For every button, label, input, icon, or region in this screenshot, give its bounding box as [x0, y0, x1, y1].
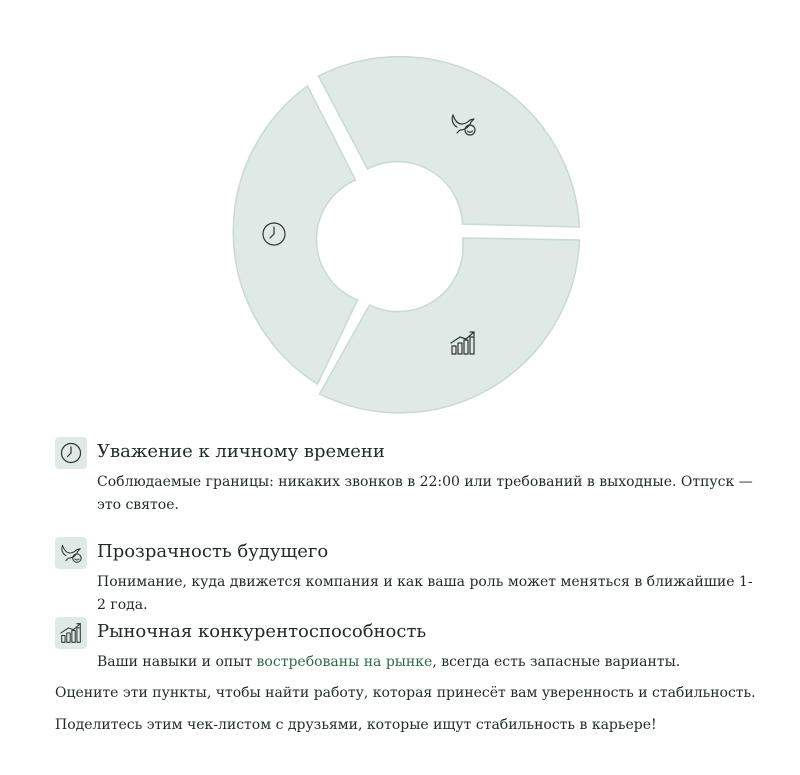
growth-chart-icon: [60, 622, 82, 644]
footer-share-text: Поделитесь этим чек-листом с друзьями, которые ищут стабильность в карьере!: [55, 717, 657, 733]
segment-market[interactable]: [320, 238, 580, 413]
footer-call-to-action: Оцените эти пункты, чтобы найти работу, которая принесёт вам уверенность и стабильность.: [55, 685, 756, 701]
clock-icon: [60, 442, 82, 464]
item-icon-box: [55, 537, 87, 569]
segment-time[interactable]: [233, 86, 357, 384]
item-description-end: , всегда есть запасные варианты.: [432, 654, 681, 670]
item-title: Прозрачность будущего: [97, 541, 329, 562]
item-future: [55, 537, 753, 613]
item-title: Рыночная конкурентоспособность: [97, 621, 427, 642]
item-description: [97, 651, 757, 674]
dove-smile-icon: [60, 542, 82, 564]
item-description: Понимание, куда движется компания и как ваша роль может меняться в ближайшие 1-2 года.: [97, 574, 753, 613]
segment-future[interactable]: [319, 57, 580, 227]
item-description-start: Ваши навыки и опыт: [97, 654, 257, 670]
item-title: Уважение к личному времени: [97, 441, 385, 462]
item-market: [55, 617, 745, 673]
item-icon-box: [55, 437, 87, 469]
item-description: Соблюдаемые границы: никаких звонков в 22:00 или требований в выходные. Отпуск — это святое.: [97, 474, 753, 513]
item-icon-box: [55, 617, 87, 649]
item-time: [55, 437, 753, 513]
market-demand-link[interactable]: востребованы на рынке: [256, 654, 433, 670]
